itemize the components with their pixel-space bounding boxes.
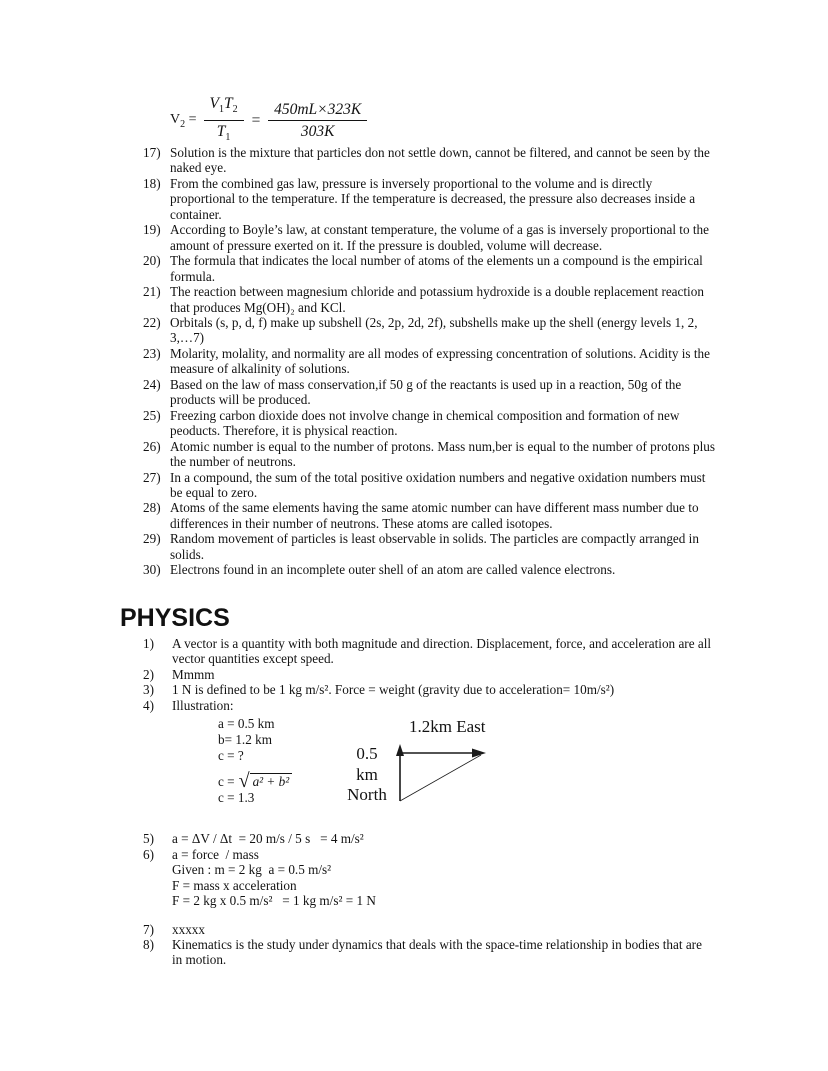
item-number: 6) [143,846,154,862]
square-root-radicand: a² + b² [250,773,293,790]
item-text: Mmmm [172,666,215,682]
list-item-28 [143,500,715,531]
list-item-25 [143,408,715,439]
item-number: 3) [143,682,154,698]
calc-line-b: b= 1.2 km [218,732,272,748]
calc-line-c-question: c = ? [218,748,244,764]
item-number: 5) [143,831,154,847]
list-item-24 [143,377,715,408]
list-item-19 [143,222,715,253]
fraction-v1t2-t1 [204,93,244,148]
fraction-numerator: $V_1T_2$ [204,93,244,121]
item-text: Molarity, molality, and normality are all modes of expressing concentration of solutions. Acidity is the measure of alkalinity of solutions. [170,345,714,377]
physics-answer-list [143,636,715,968]
item-text: In a compound, the sum of the total positive oxidation numbers and negative oxidation numbers must be equal to zero. [170,469,709,500]
north-vector-label: 0.5 km North [347,744,387,805]
formula-lhs-var: V [170,111,181,127]
item-text: From the combined gas law, pressure is inversely proportional to the volume and is directly proportional to the temperature. If the temperature is decreased, the pressure also decreases inside a container. [170,175,699,222]
item-text: Kinematics is the study under dynamics that deals with the space-time relationship in bodies that are in motion. [172,936,706,968]
item-number: 4) [143,697,154,713]
list-item-2 [143,667,715,682]
calc-line-sqrt: c = √ a² + b² [218,764,292,790]
hypotenuse-line [400,755,481,801]
formula-lhs-sub: 2 [180,118,186,130]
list-item-18 [143,176,715,222]
item-text: Random movement of particles is least observable in solids. The particles are compactly arranged in solids. [170,531,703,562]
formula-equals-1: = [188,111,197,127]
item-number: 29) [143,531,161,547]
list-item-6 [143,847,715,909]
list-item-26 [143,438,719,470]
list-item-20 [143,253,715,284]
list-item-17 [143,145,715,176]
fraction-denominator: $T_1$ [216,123,231,144]
list-item-5 [143,831,715,846]
item-text: Based on the law of mass conservation,if 50 g of the reactants is used up in a reaction, 50g of the products will be produced. [170,376,685,408]
item-text: xxxxx [172,921,205,937]
list-item-4 [143,698,715,713]
triangle-diagram-group [393,719,489,802]
item-number: 25) [143,407,161,423]
item-number: 22) [143,314,161,330]
list-item-27 [143,470,715,501]
item-number: 8) [143,936,154,952]
east-vector-label: 1.2km East [409,717,486,737]
list-item-7 [143,922,715,937]
item-text: Orbitals (s, p, d, f) make up subshell (2s, 2p, 2d, 2f), subshells make up the shell (energy levels 1, 2, 3,…7) [170,314,701,346]
item-number: 24) [143,376,161,392]
list-item-22 [143,315,715,346]
item-number: 28) [143,500,161,516]
item-text: A vector is a quantity with both magnitude and direction. Displacement, force, and acceleration are all vector quantities except speed. [172,636,715,667]
item-number: 2) [143,666,154,682]
item-number: 30) [143,562,161,578]
vector-triangle-diagram [393,743,489,803]
item-text: 1 N is defined to be 1 kg m/s². Force = weight (gravity due to acceleration= 10m/s²) [172,682,615,698]
north-arrow-head-icon [396,744,404,756]
item-number: 26) [143,438,161,454]
fraction-denominator: 303K [300,123,335,141]
item-number: 17) [143,145,161,160]
formula-lhs [170,112,197,130]
item-text: Electrons found in an incomplete outer shell of an atom are called valence electrons. [170,562,616,578]
item-number: 18) [143,175,161,191]
item-text: According to Boyle’s law, at constant temperature, the volume of a gas is inversely proportional to the amount of pressure exerted on it. If the pressure is doubled, volume will decrease. [170,222,713,253]
square-root-radical: √ [238,770,250,793]
list-item-3 [143,682,715,697]
vector-illustration [143,716,715,822]
item-number: 20) [143,253,161,269]
item-number: 7) [143,921,154,937]
item-number: 27) [143,469,161,485]
fraction-numerator: 450mL×323K [268,99,367,121]
fraction-450ml [268,99,367,142]
item-number: 1) [143,636,154,651]
list-item-30 [143,562,715,577]
chemistry-answer-list [143,145,719,578]
item-text: Atomic number is equal to the number of protons. Mass num,ber is equal to the number of protons plus the number of neutrons. [170,438,719,470]
item-number: 21) [143,284,161,300]
formula-equals-2: = [250,111,262,129]
item-number: 19) [143,222,161,238]
item-text: Solution is the mixture that particles don not settle down, cannot be filtered, and cannot be seen by the naked eye. [170,145,714,176]
calc-line-c-result: c = 1.3 [218,790,255,806]
calc-line-a: a = 0.5 km [218,716,275,732]
list-item-1 [143,636,715,667]
combined-gas-law-formula [170,93,367,148]
item-number: 23) [143,345,161,361]
pythagorean-calculation [218,716,292,806]
physics-section-heading: PHYSICS [120,604,230,632]
item-text: The formula that indicates the local number of atoms of the elements un a compound is the empirical formula. [170,253,707,284]
item-text: Atoms of the same elements having the same atomic number can have different mass number due to differences in their number of neutrons. These atoms are called isotopes. [170,500,702,531]
list-item-21 [143,284,715,315]
item-text: Illustration: [172,697,234,713]
item-text: Freezing carbon dioxide does not involve change in chemical composition and formation of new peoducts. Therefore, it is physical reaction. [170,407,683,439]
list-item-8 [143,937,715,968]
list-item-29 [143,531,715,562]
item-text: a = force / mass Given : m = 2 kg a = 0.5 m/s² F = mass x acceleration F = 2 kg x 0.5 m/s² = 1 kg m/s² = 1 N [172,846,376,909]
list-item-23 [143,346,715,377]
item-text: a = ΔV / Δt = 20 m/s / 5 s = 4 m/s² [172,831,364,847]
item-text: The reaction between magnesium chloride and potassium hydroxide is a double replacement reaction that produces Mg(OH)₂ and KCl. [170,284,708,315]
